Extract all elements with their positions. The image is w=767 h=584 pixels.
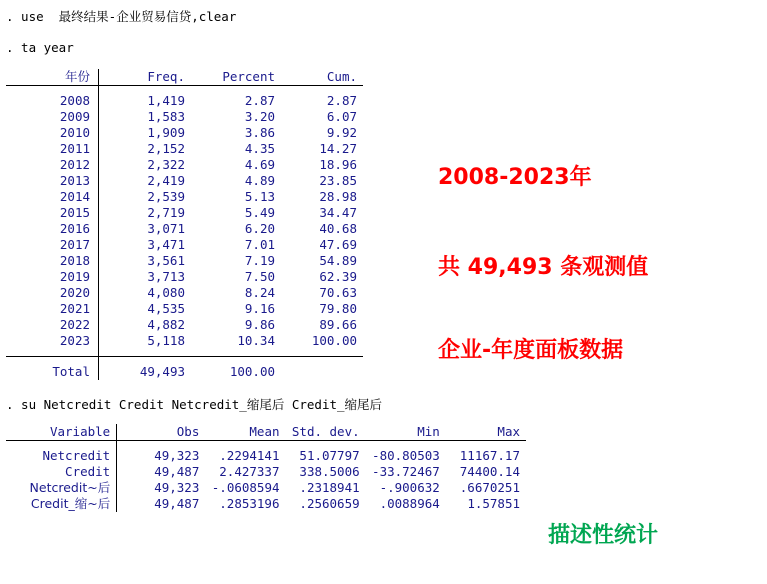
table-row: [6, 496, 526, 512]
cell-max: .6670251: [459, 480, 520, 495]
cell-freq: 3,713: [99, 269, 192, 285]
cell-freq: 1,909: [99, 125, 192, 141]
cell-freq: 4,080: [99, 285, 192, 301]
cell-freq: 4,535: [99, 301, 192, 317]
cell-year: 2019: [59, 269, 90, 284]
cell-year: 2014: [59, 189, 90, 204]
cell-year: 2018: [59, 253, 90, 268]
command-line-tabulate: . ta year: [6, 40, 74, 55]
annotation-period: 2008-2023年: [438, 165, 592, 190]
cell-percent: 3.86: [244, 125, 275, 140]
cell-percent: 2.87: [244, 93, 275, 108]
cell-year: 2008: [59, 93, 90, 108]
cell-freq: 2,719: [99, 205, 192, 221]
cell-percent: 9.16: [244, 301, 275, 316]
cell-obs: 49,323: [117, 448, 206, 464]
cell-max: 11167.17: [459, 448, 520, 463]
table-row: [6, 237, 363, 253]
cell-freq: 4,882: [99, 317, 192, 333]
column-header-min: Min: [417, 424, 440, 439]
cell-mean: -.0608594: [211, 480, 280, 495]
cell-variable: Credit: [65, 464, 111, 479]
column-header-percent: Percent: [222, 69, 275, 84]
cell-cum: 70.63: [319, 285, 357, 300]
cell-variable: Netcredit: [42, 448, 111, 463]
table-row: [6, 93, 363, 109]
cell-max: 74400.14: [459, 464, 520, 479]
column-header-obs: Obs: [117, 424, 206, 440]
cell-obs: 49,487: [117, 496, 206, 512]
cell-percent: 3.20: [244, 109, 275, 124]
cell-cum: 6.07: [326, 109, 357, 124]
cell-freq: 5,118: [99, 333, 192, 349]
column-header-cum: Cum.: [326, 69, 357, 84]
cell-percent: 7.50: [244, 269, 275, 284]
cell-cum: 18.96: [319, 157, 357, 172]
cell-percent: 9.86: [244, 317, 275, 332]
cell-obs: 49,487: [117, 464, 206, 480]
column-header-sd: Std. dev.: [291, 424, 360, 439]
table-row: [6, 173, 363, 189]
table-row: [6, 141, 363, 157]
cell-variable: Credit_缩~后: [30, 496, 111, 511]
annotation-descriptive-statistics: 描述性统计: [548, 523, 659, 548]
cell-cum: 100.00: [311, 333, 357, 348]
table-row: [6, 253, 363, 269]
cell-cum: 79.80: [319, 301, 357, 316]
table-row: [6, 221, 363, 237]
cell-obs: 49,323: [117, 480, 206, 496]
cell-percent: 4.89: [244, 173, 275, 188]
cell-cum: 47.69: [319, 237, 357, 252]
cell-mean: 2.427337: [219, 464, 280, 479]
cell-year: 2022: [59, 317, 90, 332]
cell-cum: 89.66: [319, 317, 357, 332]
annotation-observations: 共 49,493 条观测值: [438, 255, 649, 280]
table-row: [6, 464, 526, 480]
cell-cum: 2.87: [326, 93, 357, 108]
table-row: [6, 448, 526, 464]
cell-min: -33.72467: [372, 464, 440, 479]
su-header-row: [6, 424, 526, 440]
cell-cum: 9.92: [326, 125, 357, 140]
cell-min: .0088964: [379, 496, 440, 511]
cell-year: 2013: [59, 173, 90, 188]
table-row: [6, 109, 363, 125]
column-header-variable: Variable: [49, 424, 111, 439]
cell-percent: 5.49: [244, 205, 275, 220]
cell-percent: 10.34: [237, 333, 275, 348]
table-total-row: [6, 364, 363, 380]
cell-cum: 40.68: [319, 221, 357, 236]
cell-sd: 51.07797: [299, 448, 360, 463]
cell-freq: 1,583: [99, 109, 192, 125]
cell-cum: 28.98: [319, 189, 357, 204]
table-row: [6, 317, 363, 333]
cell-percent: 6.20: [244, 221, 275, 236]
cell-sd: 338.5006: [299, 464, 360, 479]
table-row: [6, 125, 363, 141]
cell-min: -80.80503: [372, 448, 440, 463]
cell-mean: .2294141: [219, 448, 280, 463]
cell-cum: 34.47: [319, 205, 357, 220]
table-row: [6, 205, 363, 221]
table-row: [6, 285, 363, 301]
table-row: [6, 333, 363, 349]
cell-year: 2023: [59, 333, 90, 348]
cell-percent: 4.69: [244, 157, 275, 172]
cell-year: 2021: [59, 301, 90, 316]
cell-freq: 3,471: [99, 237, 192, 253]
table-row: [6, 189, 363, 205]
cell-max: 1.57851: [467, 496, 520, 511]
cell-variable: Netcredit~后: [29, 480, 111, 495]
table-row: [6, 269, 363, 285]
cell-year: 2015: [59, 205, 90, 220]
table-row: [6, 480, 526, 496]
cell-percent: 8.24: [244, 285, 275, 300]
summarize-table: [6, 419, 520, 512]
cell-sd: .2318941: [299, 480, 360, 495]
cell-cum: 54.89: [319, 253, 357, 268]
cell-percent: 7.19: [244, 253, 275, 268]
command-line-use: . use 最终结果-企业贸易信贷,clear: [6, 9, 237, 24]
descriptive-statistics-table: [6, 419, 526, 512]
cell-year: 2012: [59, 157, 90, 172]
command-line-summarize: . su Netcredit Credit Netcredit_缩尾后 Credit_缩尾后: [6, 397, 383, 412]
cell-freq: 1,419: [99, 93, 192, 109]
cell-year: 2017: [59, 237, 90, 252]
table-header-row: [6, 69, 363, 85]
cell-percent: 5.13: [244, 189, 275, 204]
cell-total-percent: 100.00: [229, 364, 275, 379]
cell-total-label: Total: [52, 364, 90, 379]
year-frequency-table: [6, 64, 363, 380]
column-header-max: Max: [497, 424, 520, 439]
cell-freq: 2,152: [99, 141, 192, 157]
cell-year: 2011: [59, 141, 90, 156]
cell-cum: 14.27: [319, 141, 357, 156]
cell-year: 2010: [59, 125, 90, 140]
cell-cum: 62.39: [319, 269, 357, 284]
cell-percent: 4.35: [244, 141, 275, 156]
cell-total-freq: 49,493: [99, 364, 192, 380]
tabulation-table: [6, 64, 460, 380]
cell-mean: .2853196: [219, 496, 280, 511]
column-header-year: 年份: [64, 69, 90, 84]
table-row: [6, 301, 363, 317]
cell-year: 2009: [59, 109, 90, 124]
cell-cum: 23.85: [319, 173, 357, 188]
cell-freq: 3,561: [99, 253, 192, 269]
cell-min: -.900632: [379, 480, 440, 495]
table-row: [6, 157, 363, 173]
cell-sd: .2560659: [299, 496, 360, 511]
cell-freq: 2,322: [99, 157, 192, 173]
column-header-freq: Freq.: [99, 69, 192, 85]
column-header-mean: Mean: [249, 424, 280, 439]
cell-percent: 7.01: [244, 237, 275, 252]
cell-freq: 3,071: [99, 221, 192, 237]
annotation-panel-data: 企业-年度面板数据: [438, 338, 624, 363]
cell-year: 2016: [59, 221, 90, 236]
cell-year: 2020: [59, 285, 90, 300]
cell-total-cum: [281, 364, 363, 380]
cell-freq: 2,539: [99, 189, 192, 205]
cell-freq: 2,419: [99, 173, 192, 189]
